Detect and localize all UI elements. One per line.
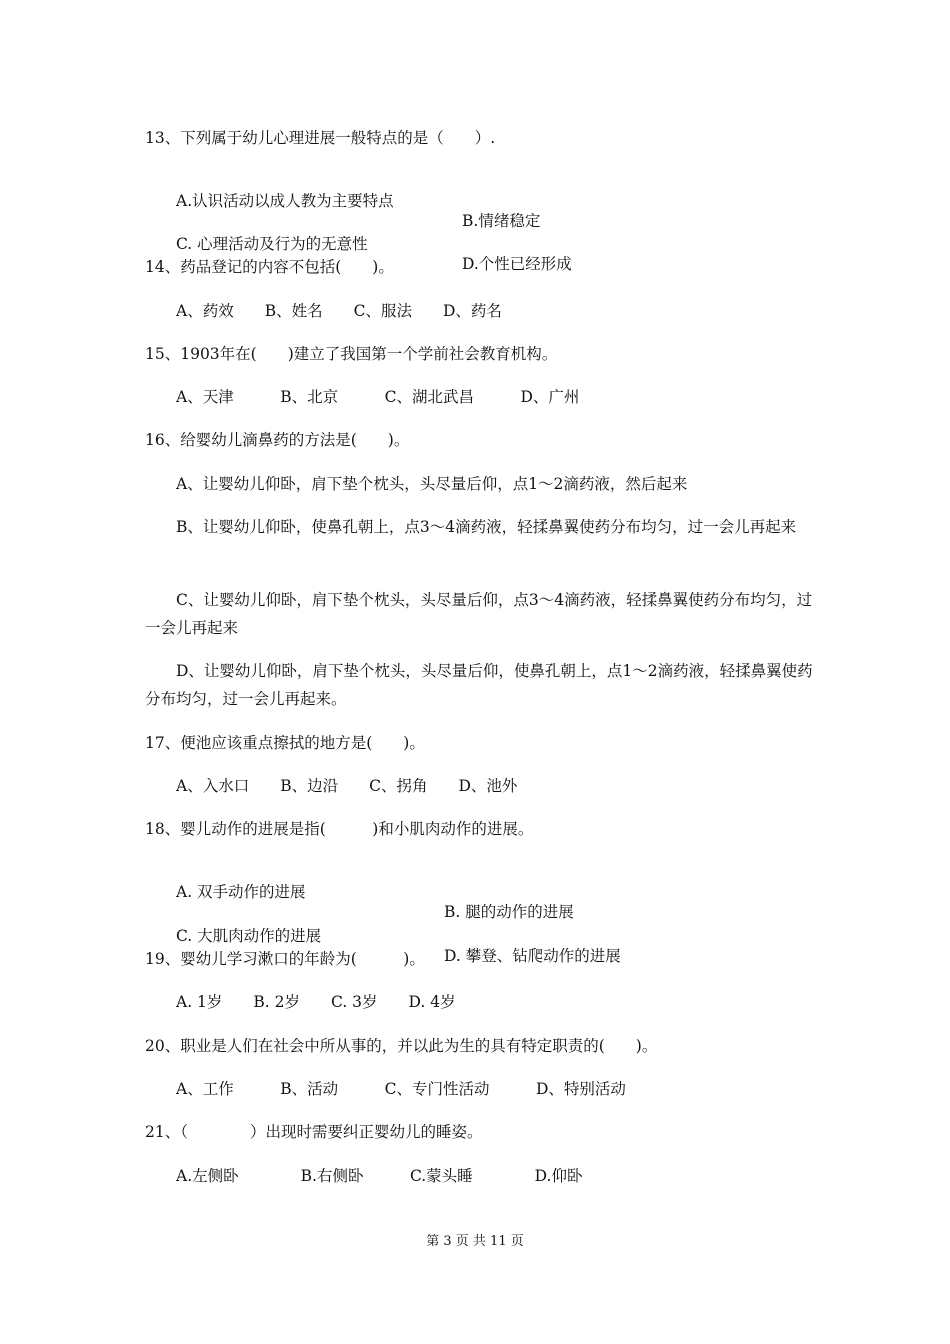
- options-line: A.左侧卧 B.右侧卧 C.蒙头睡 D.仰卧: [176, 1167, 583, 1185]
- options-row: [176, 906, 876, 986]
- option: B. 腿的动作的进展: [444, 903, 574, 921]
- option: A、让婴幼儿仰卧，肩下垫个枕头，头尽量后仰，点1～2滴药液，然后起来: [176, 475, 688, 493]
- option: D. 攀登、钻爬动作的进展: [444, 947, 621, 965]
- options-line: A、药效 B、姓名 C、服法 D、药名: [176, 302, 502, 320]
- question-stem: 18、婴儿动作的进展是指( )和小肌肉动作的进展。: [145, 820, 534, 838]
- question-stem: 17、便池应该重点擦拭的地方是( )。: [145, 734, 425, 752]
- question-stem: 13、下列属于幼儿心理进展一般特点的是（ ）.: [145, 129, 496, 147]
- question-stem: 16、给婴幼儿滴鼻药的方法是( )。: [145, 431, 410, 449]
- options-line: A、工作 B、活动 C、专门性活动 D、特别活动: [176, 1080, 626, 1098]
- option: D、让婴幼儿仰卧，肩下垫个枕头，头尽量后仰，使鼻孔朝上，点1～2滴药液，轻揉鼻翼使药分布均匀，过一会儿再起来。: [145, 662, 813, 708]
- options-line: A、天津 B、北京 C、湖北武昌 D、广州: [176, 388, 580, 406]
- options-line: A. 1岁 B. 2岁 C. 3岁 D. 4岁: [176, 993, 456, 1011]
- option: A.认识活动以成人教为主要特点: [176, 192, 394, 210]
- option: B.情绪稳定: [462, 212, 541, 230]
- page-footer: 第 3 页 共 11 页: [426, 1234, 524, 1249]
- option: C、让婴幼儿仰卧，肩下垫个枕头，头尽量后仰，点3～4滴药液，轻揉鼻翼使药分布均匀，过一会儿再起来: [145, 591, 813, 637]
- option: C. 大肌肉动作的进展: [176, 927, 322, 945]
- options-row: [176, 214, 876, 294]
- question-stem: 14、药品登记的内容不包括( )。: [145, 258, 394, 276]
- option: A. 双手动作的进展: [176, 883, 306, 901]
- option: B、让婴幼儿仰卧，使鼻孔朝上，点3～4滴药液，轻揉鼻翼使药分布均匀，过一会儿再起来: [176, 518, 797, 536]
- options-line: A、入水口 B、边沿 C、拐角 D、池外: [176, 777, 518, 795]
- question-stem: 15、1903年在( )建立了我国第一个学前社会教育机构。: [145, 345, 558, 363]
- question-stem: 21、（ ）出现时需要纠正婴幼儿的睡姿。: [145, 1123, 483, 1141]
- option: D.个性已经形成: [462, 255, 572, 273]
- question-stem: 19、婴幼儿学习漱口的年龄为( )。: [145, 950, 425, 968]
- question-stem: 20、职业是人们在社会中所从事的，并以此为生的具有特定职责的( )。: [145, 1037, 658, 1055]
- option: C. 心理活动及行为的无意性: [176, 235, 368, 253]
